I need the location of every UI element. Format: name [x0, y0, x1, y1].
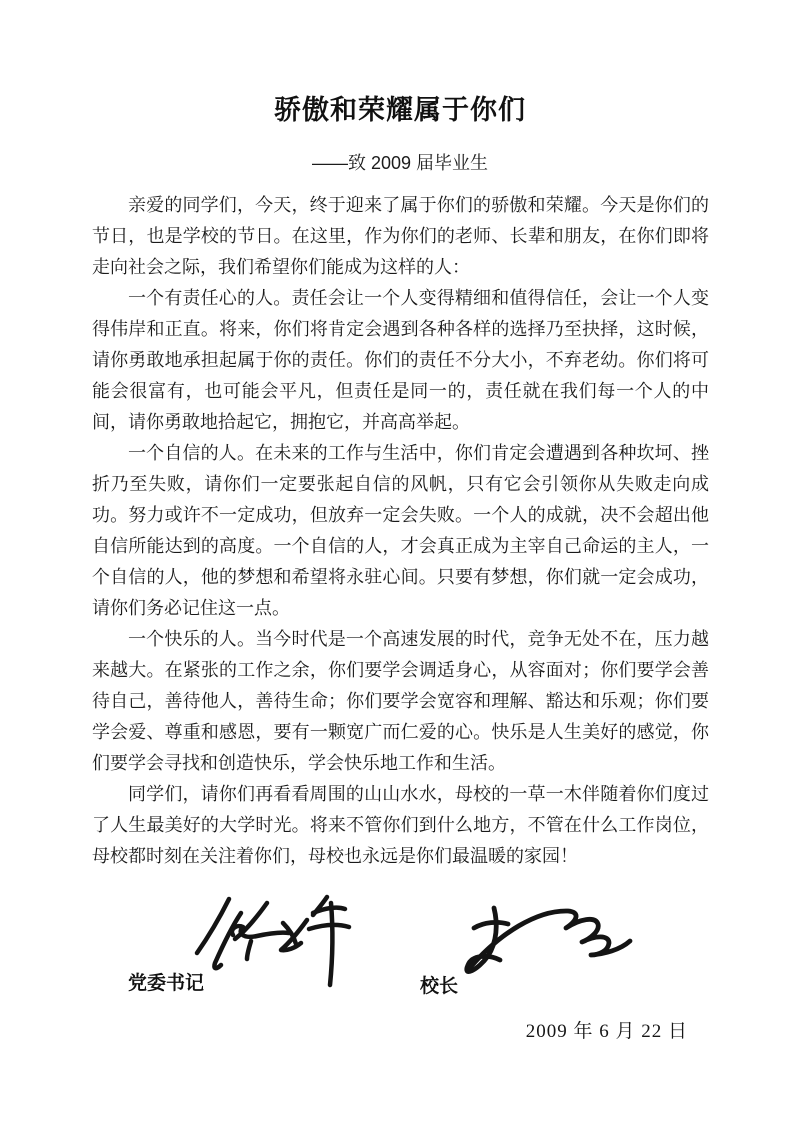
secretary-title-label: 党委书记: [128, 973, 205, 994]
letter-body: [92, 190, 709, 872]
paragraph-confidence: 一个自信的人。在未来的工作与生活中，你们肯定会遭遇到各种坎坷、挫折乃至失败，请你们一定要张起自信的风帆，只有它会引领你从失败走向成功。努力或许不一定成功，但放弃一定会失败。一个人的成就，决不会超出他自信所能达到的高度。一个自信的人，才会真正成为主宰自己命运的主人，一个自信的人，他的梦想和希望将永驻心间。只要有梦想，你们就一定会成功，请你们务必记住这一点。: [92, 443, 709, 618]
paragraph-happiness: 一个快乐的人。当今时代是一个高速发展的时代，竞争无处不在，压力越来越大。在紧张的工作之余，你们要学会调适身心，从容面对；你们要学会善待自己，善待他人，善待生命；你们要学会宽容和理解、豁达和乐观；你们要学会爱、尊重和感恩，要有一颗宽广而仁爱的心。快乐是人生美好的感觉，你们要学会寻找和创造快乐，学会快乐地工作和生活。: [92, 629, 709, 773]
page-subtitle: ——致 2009 届毕业生: [311, 153, 489, 173]
page-title: 骄傲和荣耀属于你们: [274, 95, 526, 125]
paragraph-greeting: 亲爱的同学们，今天，终于迎来了属于你们的骄傲和荣耀。今天是你们的节日，也是学校的节日。在这里，作为你们的老师、长辈和朋友，在你们即将走向社会之际，我们希望你们能成为这样的人：: [92, 195, 709, 277]
secretary-signature-icon: [183, 893, 373, 993]
paragraph-farewell: 同学们，请你们再看看周围的山山水水，母校的一草一木伴随着你们度过了人生最美好的大学时光。将来不管你们到什么地方，不管在什么工作岗位，母校都时刻在关注着你们，母校也永远是你们最温暖的家园！: [92, 784, 709, 866]
principal-signature-icon: [452, 898, 637, 993]
letter-date: 2009 年 6 月 22 日: [525, 1021, 688, 1042]
principal-title-label: 校长: [420, 976, 459, 997]
paragraph-responsibility: 一个有责任心的人。责任会让一个人变得精细和值得信任，会让一个人变得伟岸和正直。将来，你们将肯定会遇到各种各样的选择乃至抉择，这时候，请你勇敢地承担起属于你的责任。你们的责任不分大小，不弃老幼。你们将可能会很富有，也可能会平凡，但责任是同一的，责任就在我们每一个人的中间，请你勇敢地拾起它，拥抱它，并高高举起。: [92, 288, 709, 432]
